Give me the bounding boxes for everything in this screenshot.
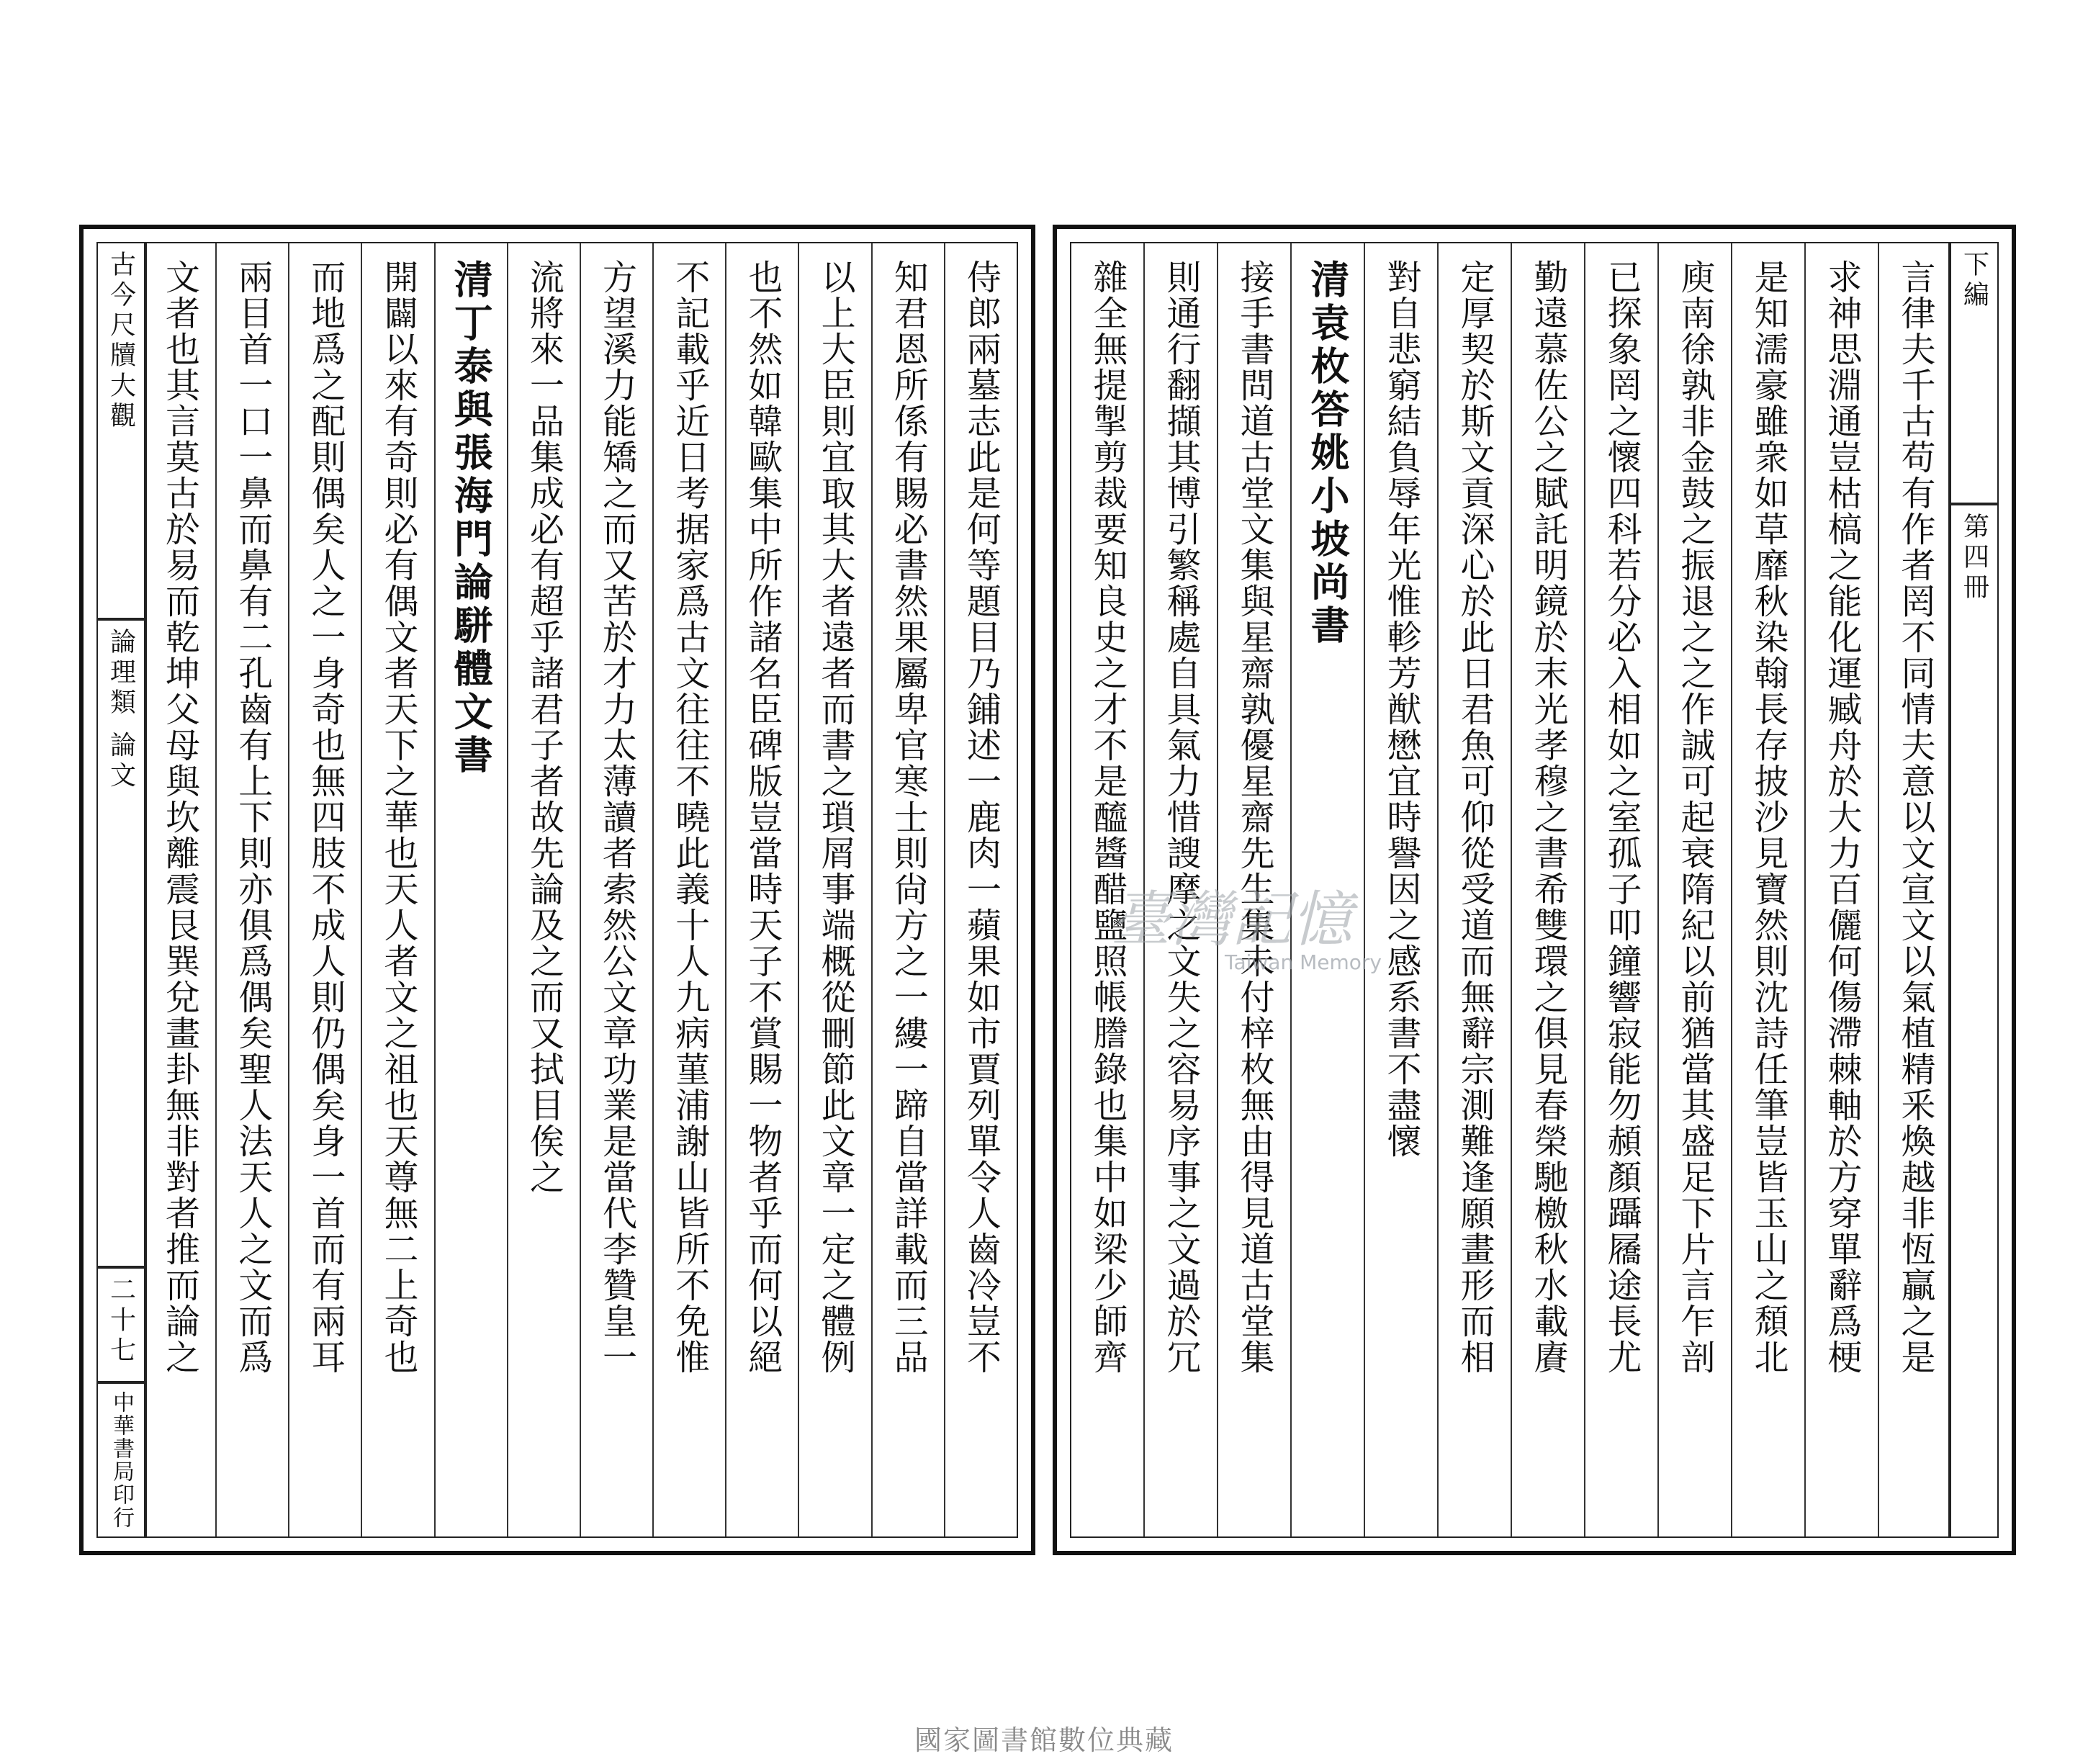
text-column: 對自悲窮結負辱年光惟軫芳猷懋宜時譽因之感系書不盡懷 — [1365, 243, 1439, 1536]
text-column: 也不然如韓歐集中所作諸名臣碑版豈當時天子不賞賜一物者乎而何以絕 — [726, 243, 799, 1536]
text-column: 不記載乎近日考据家爲古文往往不曉此義十人九病菫浦謝山皆所不免惟 — [654, 243, 726, 1536]
text-column: 文者也其言莫古於易而乾坤父母與坎離震艮巽兌畫卦無非對者推而論之 — [144, 243, 217, 1536]
text-column: 流將來一品集成必有超乎諸君子者故先論及之而又拭目俟之 — [508, 243, 581, 1536]
text-column: 定厚契於斯文貢深心於此日君魚可仰從受道而無辭宗測難逢願畫形而相 — [1439, 243, 1512, 1536]
margin-volume-section: 下編 — [1959, 251, 1989, 311]
left-page-frame — [96, 242, 1018, 1538]
footer-caption: 國家圖書館數位典藏 — [914, 1724, 1174, 1756]
text-column: 已探象罔之懷四科若分必入相如之室孤子叩鐘響寂能勿頳顏躡屩途長尤 — [1585, 243, 1659, 1536]
text-column: 庾南徐孰非金鼓之振退之之作誠可起衰隋紀以前猶當其盛足下片言乍剖 — [1659, 243, 1732, 1536]
letter-heading: 清袁枚答姚小坡尚書 — [1292, 243, 1365, 1536]
left-page-margin — [98, 243, 147, 1536]
text-column: 侍郎兩墓志此是何等題目乃鋪述一鹿肉一蘋果如市賈列單令人齒冷豈不 — [960, 259, 1002, 1375]
text-column: 而地爲之配則偶矣人之一身奇也無四肢不成人則仍偶矣身一首而有兩耳 — [289, 243, 362, 1536]
text-column: 言律夫千古苟有作者罔不同情夫意以文宣文以氣植精釆煥越非恆贏之是 — [1895, 259, 1935, 1375]
text-column: 方望溪力能矯之而又苦於才力太薄讀者索然公文章功業是當代李贊皇一 — [581, 243, 654, 1536]
margin-publisher: 中華書局印行 — [98, 1381, 144, 1545]
taiwan-memory-watermark — [1044, 884, 1418, 978]
text-column: 兩目首一口一鼻而鼻有二孔齒有上下則亦俱爲偶矣聖人法天人之文而爲 — [217, 243, 289, 1536]
left-page — [79, 225, 1035, 1555]
text-column: 是知濡豪雖衆如草靡秋染翰長存披沙見寶然則沈詩任筆豈皆玉山之頹北 — [1732, 243, 1806, 1536]
text-column: 勤遠慕佐公之賦託明鏡於末光孝穆之書希雙環之俱見春榮馳檄秋水載賡 — [1512, 243, 1585, 1536]
margin-page-number: 二十七 — [98, 1266, 144, 1381]
text-column: 知君恩所係有賜必書然果屬卑官寒士則尙方之一縷一蹄自當詳載而三品 — [873, 243, 945, 1536]
left-page-text-columns — [144, 243, 1017, 1536]
text-column: 開闢以來有奇則必有偶文者天下之華也天人者文之祖也天尊無二上奇也 — [362, 243, 435, 1536]
text-column: 雜全無提掣剪裁要知良史之才不是醯醬醋鹽照帳謄錄也集中如梁少師齊 — [1071, 243, 1145, 1536]
letter-heading: 清丁泰與張海門論駢體文書 — [436, 243, 508, 1536]
text-column: 接手書問道古堂文集與星齋孰優星齋先生集未付梓枚無由得見道古堂集 — [1218, 243, 1292, 1536]
watermark-cn-text: 臺灣記憶 — [1110, 884, 1353, 955]
margin-category: 論理類 論文 — [98, 618, 144, 1266]
right-page-margin — [1948, 243, 1997, 1536]
text-column: 以上大臣則宜取其大者遠者而書之瑣屑事端概從刪節此文章一定之體例 — [799, 243, 872, 1536]
margin-book-title: 古今尺牘大觀 — [106, 251, 136, 432]
text-column: 求神思淵通豈枯槁之能化運臧舟於大力百儷何傷滯棘軸於方穿單辭爲梗 — [1806, 243, 1879, 1536]
text-column: 則通行翻擷其博引繁稱處自具氣力惜謏摩之文失之容易序事之文過於冗 — [1145, 243, 1218, 1536]
margin-volume-number: 第四冊 — [1951, 503, 1997, 1545]
watermark-en-text: Taiwan Memory — [1225, 950, 1382, 974]
